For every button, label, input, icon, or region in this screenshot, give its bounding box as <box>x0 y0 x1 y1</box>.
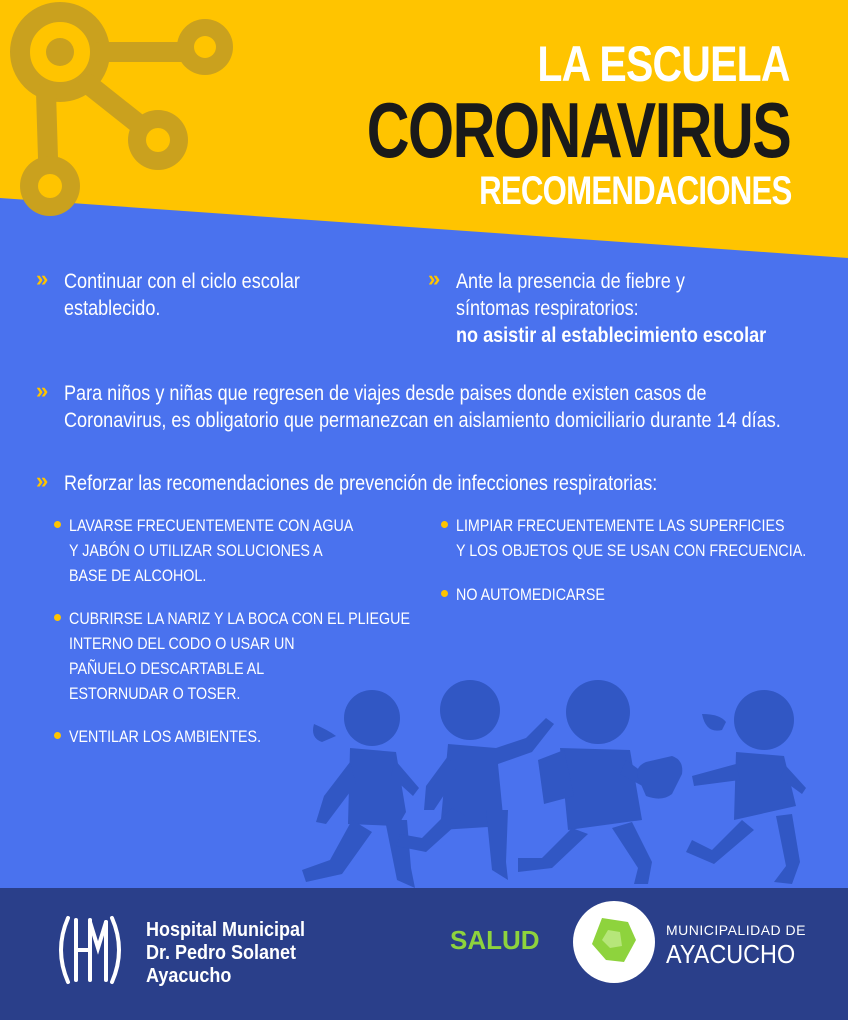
recommendation-3 <box>64 380 781 434</box>
recommendation-1-line-2: establecido. <box>64 297 161 320</box>
dot-bullet-icon <box>54 521 61 528</box>
recommendation-3-line-2: Coronavirus, es obligatorio que permanezcan en aislamiento domiciliario durante 14 días. <box>64 409 781 432</box>
title-main: CORONAVIRUS <box>366 86 790 174</box>
recommendation-2-line-1: Ante la presencia de fiebre y <box>456 270 685 293</box>
chevron-bullet-icon: » <box>36 378 49 403</box>
salud-label: SALUD <box>450 925 540 955</box>
dot-bullet-icon <box>54 732 61 739</box>
municipality-label: MUNICIPALIDAD DE <box>666 922 806 938</box>
hm-logo-icon <box>50 910 130 990</box>
dot-bullet-icon <box>441 521 448 528</box>
chevron-bullet-icon: » <box>428 266 441 291</box>
dot-bullet-icon <box>441 590 448 597</box>
hospital-name: Hospital Municipal Dr. Pedro Solanet Ayacucho <box>146 919 306 987</box>
municipalidad-logo-icon <box>572 900 656 984</box>
prevention-item-clean-surfaces: LIMPIAR FRECUENTEMENTE LAS SUPERFICIES Y LOS OBJETOS QUE SE USAN CON FRECUENCIA. <box>456 516 807 560</box>
chevron-bullet-icon: » <box>36 468 49 493</box>
recommendation-3-line-1: Para niños y niñas que regresen de viajes desde paises donde existen casos de <box>64 382 707 405</box>
chevron-bullet-icon: » <box>36 266 49 291</box>
recommendation-2 <box>456 268 766 349</box>
recommendation-4-line-1: Reforzar las recomendaciones de prevención de infecciones respiratorias: <box>64 472 658 495</box>
prevention-item-no-self-medication: NO AUTOMEDICARSE <box>456 585 605 604</box>
municipality-name: AYACUCHO <box>666 939 796 969</box>
dot-bullet-icon <box>54 614 61 621</box>
prevention-item-wash-hands: LAVARSE FRECUENTEMENTE CON AGUA Y JABÓN O UTILIZAR SOLUCIONES A BASE DE ALCOHOL. <box>69 516 354 585</box>
recommendation-2-line-2: síntomas respiratorios: <box>456 297 639 320</box>
recommendation-4 <box>64 470 657 497</box>
title-subtitle: RECOMENDACIONES <box>479 169 792 213</box>
prevention-item-cover-cough: CUBRIRSE LA NARIZ Y LA BOCA CON EL PLIEGUE INTERNO DEL CODO O USAR UN PAÑUELO DESCARTABLE AL ESTORNUDAR O TOSER. <box>69 609 411 703</box>
recommendation-2-emphasis: no asistir al establecimiento escolar <box>456 324 767 347</box>
recommendation-1 <box>64 268 300 322</box>
title-line-1: LA ESCUELA <box>537 36 790 92</box>
recommendation-1-line-1: Continuar con el ciclo escolar <box>64 270 300 293</box>
prevention-item-ventilate: VENTILAR LOS AMBIENTES. <box>69 727 262 746</box>
